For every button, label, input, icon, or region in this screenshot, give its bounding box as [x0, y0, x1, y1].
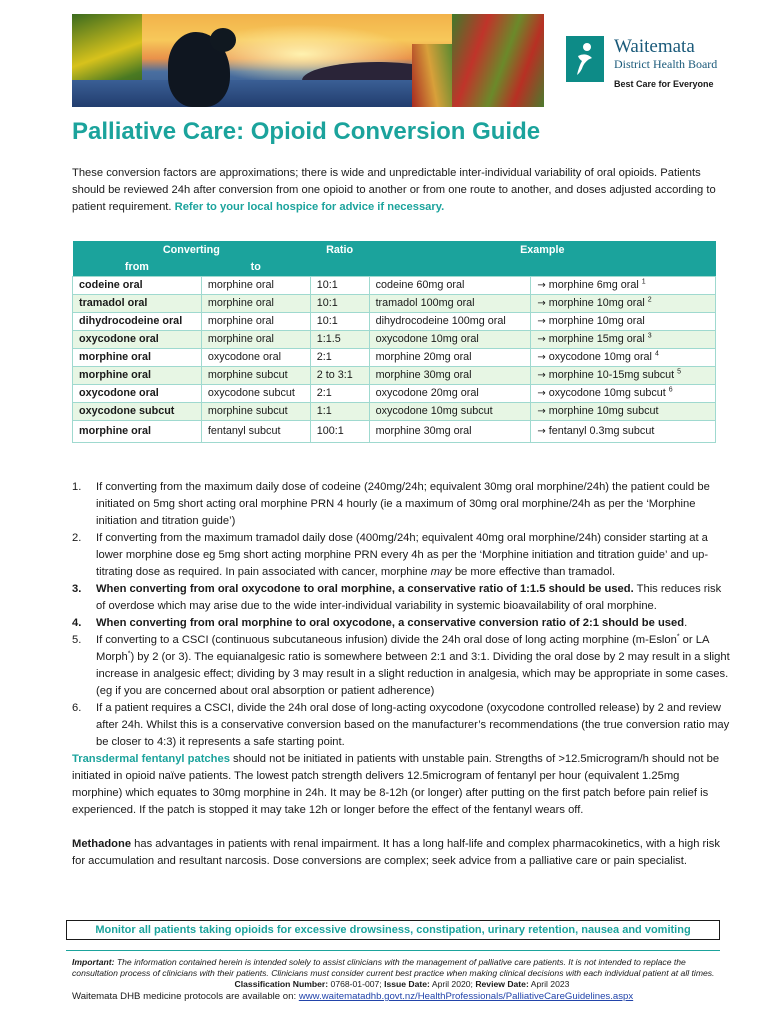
classification-line: Classification Number: 0768-01-007; Issue Date: April 2020; Review Date: April 2023: [234, 979, 570, 989]
notes-list: [72, 479, 732, 751]
header-from: from: [73, 259, 202, 276]
cell-ratio: 100:1: [310, 420, 369, 442]
footnote-ref: 3: [647, 332, 652, 340]
footnote-ref: 4: [654, 350, 659, 358]
cell-example-to: → morphine 10mg oral $^2$: [531, 294, 716, 312]
footnote-ref: 5: [677, 368, 682, 376]
banner-flax-flowers: [452, 14, 544, 107]
cell-from: codeine oral: [73, 276, 202, 294]
table-row: [73, 294, 716, 312]
table-row: [73, 402, 716, 420]
cell-ratio: 1:1.5: [310, 330, 369, 348]
cell-example-from: dihydrocodeine 100mg oral: [369, 312, 531, 330]
cell-from: morphine oral: [73, 420, 202, 442]
cell-to: morphine subcut: [201, 366, 310, 384]
note-4: 4. When converting from oral morphine to oral oxycodone, a conservative conversion ratio of 2:1 should be used.: [72, 617, 688, 629]
cell-example-to: → fentanyl 0.3mg subcut: [531, 420, 716, 442]
logo-tagline: Best Care for Everyone: [614, 79, 714, 89]
cell-example-from: tramadol 100mg oral: [369, 294, 531, 312]
table-row: [73, 312, 716, 330]
arrow-right-icon: →: [537, 298, 546, 309]
cell-example-to: → morphine 10-15mg subcut $^5$: [531, 366, 716, 384]
cell-ratio: 2:1: [310, 348, 369, 366]
waitemata-logo[interactable]: [566, 36, 726, 94]
arrow-right-icon: →: [537, 280, 546, 291]
cell-ratio: 1:1: [310, 402, 369, 420]
fentanyl-label: Transdermal fentanyl patches: [72, 753, 230, 765]
table-row: [73, 420, 716, 442]
note-3: 3. When converting from oral oxycodone to oral morphine, a conservative ratio of 1:1.5 should be used. This reduces risk of overdose which may arise due to the wide inter-individual variability in systemic bioavailability of oral morphine.: [72, 583, 722, 612]
cell-example-from: oxycodone 10mg oral: [369, 330, 531, 348]
note-6: 6. If a patient requires a CSCI, divide the 24h oral dose of long-acting oxycodone (oxycodone controlled release) by 2 and review after 24h. Whilst this is a conservative conversion based on the manufacturer’s recommendations (the true conversion ratio may be closer to 4:3) it represents a safe starting point.: [72, 702, 730, 748]
cell-from: dihydrocodeine oral: [73, 312, 202, 330]
cell-to: oxycodone oral: [201, 348, 310, 366]
cell-example-to: → oxycodone 10mg oral $^4$: [531, 348, 716, 366]
cell-from: oxycodone oral: [73, 384, 202, 402]
methadone-label: Methadone: [72, 838, 132, 850]
cell-from: tramadol oral: [73, 294, 202, 312]
waitemata-logo-icon: [566, 36, 604, 82]
cell-from: oxycodone subcut: [73, 402, 202, 420]
monitor-warning-box: Monitor all patients taking opioids for excessive drowsiness, constipation, urinary retention, nausea and vomiting: [66, 920, 720, 940]
cell-example-from: morphine 30mg oral: [369, 366, 531, 384]
arrow-right-icon: →: [537, 334, 546, 345]
cell-to: fentanyl subcut: [201, 420, 310, 442]
hospice-advice: Refer to your local hospice for advice if necessary.: [174, 201, 445, 213]
arrow-right-icon: →: [537, 316, 546, 327]
cell-example-from: morphine 20mg oral: [369, 348, 531, 366]
header-to: to: [201, 259, 310, 276]
cell-example-from: morphine 30mg oral: [369, 420, 531, 442]
table-row: [73, 276, 716, 294]
header-ratio: Ratio: [310, 241, 369, 259]
cell-to: oxycodone subcut: [201, 384, 310, 402]
header-banner-image: [72, 14, 544, 107]
cell-from: oxycodone oral: [73, 330, 202, 348]
intro-text: These conversion factors are approximations; there is wide and unpredictable inter-individual variability of oral opioids. Patients should be reviewed 24h after conversion from one opioid to another or from one route to another, and doses adjusted according to patient requirement.: [72, 167, 716, 213]
cell-ratio: 2 to 3:1: [310, 366, 369, 384]
note-1: 1. If converting from the maximum daily dose of codeine (240mg/24h; equivalent 30mg oral morphine/24h) the patient could be initiated on 5mg short acting oral morphine PRN 4 hourly (ie a maximum of 30mg oral morphine/24h as per the ‘Morphine initiation and titration guide’): [72, 481, 710, 527]
table-row: [73, 366, 716, 384]
cell-example-to: → morphine 10mg subcut: [531, 402, 716, 420]
cell-ratio: 10:1: [310, 276, 369, 294]
arrow-right-icon: →: [537, 406, 546, 417]
cell-example-from: oxycodone 10mg subcut: [369, 402, 531, 420]
table-header-row: [73, 241, 716, 259]
cell-example-to: → morphine 10mg oral: [531, 312, 716, 330]
cell-from: morphine oral: [73, 366, 202, 384]
cell-from: morphine oral: [73, 348, 202, 366]
cell-example-from: oxycodone 20mg oral: [369, 384, 531, 402]
arrow-right-icon: →: [537, 426, 546, 437]
note-5: 5. If converting to a CSCI (continuous subcutaneous infusion) divide the 24h oral dose of long acting morphine (m-Eslon* or LA Morph*) by 2 (or 3). The equianalgesic ratio is somewhere between 2:1 and 3:1. Dividing the oral dose by 2 may result in a slight increase in analgesic effect; dividing by 3 may result in a slight reduction in analgesia, which may be appropriate in some cases. (eg if you are concerned about oral absorption or patient adherence): [72, 633, 730, 697]
footer-divider: [66, 950, 720, 951]
arrow-right-icon: →: [537, 388, 546, 399]
cell-to: morphine oral: [201, 294, 310, 312]
conversion-table: [72, 241, 716, 443]
cell-to: morphine oral: [201, 312, 310, 330]
cell-to: morphine oral: [201, 330, 310, 348]
cell-ratio: 10:1: [310, 312, 369, 330]
note-2: 2. If converting from the maximum tramadol daily dose (400mg/24h; equivalent 40mg oral morphine/24h) consider starting at a lower morphine dose eg 5mg short acting morphine PRN every 4h as per the ‘Morphine initiation and titration guide’ and up-titrating dose as required. In pain associated with cancer, morphine may be more effective than tramadol.: [72, 532, 709, 578]
footnote-ref: 6: [668, 386, 673, 394]
protocol-line: Waitemata DHB medicine protocols are available on: www.waitematadhb.govt.nz/HealthProfessionals/PalliativeCareGuidelines.aspx: [72, 991, 634, 1002]
table-row: [73, 384, 716, 402]
table-row: [73, 348, 716, 366]
arrow-right-icon: →: [537, 370, 546, 381]
cell-ratio: 2:1: [310, 384, 369, 402]
footnote-ref: 1: [641, 278, 646, 286]
cell-example-to: → oxycodone 10mg subcut $^6$: [531, 384, 716, 402]
cell-example-to: → morphine 6mg oral $^1$: [531, 276, 716, 294]
logo-name: Waitemata: [614, 36, 695, 57]
table-row: [73, 330, 716, 348]
footer: [72, 957, 732, 1002]
table-subheader-row: [73, 259, 716, 276]
cell-to: morphine oral: [201, 276, 310, 294]
page-title: Palliative Care: Opioid Conversion Guide: [72, 118, 541, 145]
cell-to: morphine subcut: [201, 402, 310, 420]
cell-example-from: codeine 60mg oral: [369, 276, 531, 294]
important-disclaimer: Important: The information contained herein is intended solely to assist clinicians with the management of palliative care patients. It is not intended to replace the consultation process of clinicians with their patients. Clinicians must consider current best practice when making clinical decisions with each individual patient at all times.: [72, 957, 715, 978]
cell-example-to: → morphine 15mg oral $^3$: [531, 330, 716, 348]
cell-ratio: 10:1: [310, 294, 369, 312]
logo-subname: District Health Board: [614, 57, 718, 71]
header-example: Example: [369, 241, 715, 259]
footnote-ref: 2: [647, 296, 652, 304]
notes-section: [72, 479, 732, 870]
arrow-right-icon: →: [537, 352, 546, 363]
header-converting: Converting: [73, 241, 311, 259]
protocol-link[interactable]: www.waitematadhb.govt.nz/HealthProfessionals/PalliativeCareGuidelines.aspx: [298, 991, 634, 1002]
methadone-paragraph: Methadone has advantages in patients with renal impairment. It has a long half-life and complex pharmacokinetics, with a high risk for accumulation and resultant narcosis. Dose conversions are complex; seek advice from a palliative care or pain specialist.: [72, 838, 720, 867]
fentanyl-paragraph: Transdermal fentanyl patches should not be initiated in patients with unstable pain. Strengths of >12.5microgram/h should not be initiated in opioid naïve patients. The lowest patch strength delivers 12.5microgram of fentanyl per hour (equivalent 1.25mg morphine) which equates to 30mg morphine in 24h. It may be 8-12h (or longer) after putting on the first patch before pain relief is experienced. If the patch is stopped it may take 12h or longer before the effect of the fentanyl wears off.: [72, 753, 720, 816]
intro-paragraph: [72, 165, 722, 216]
